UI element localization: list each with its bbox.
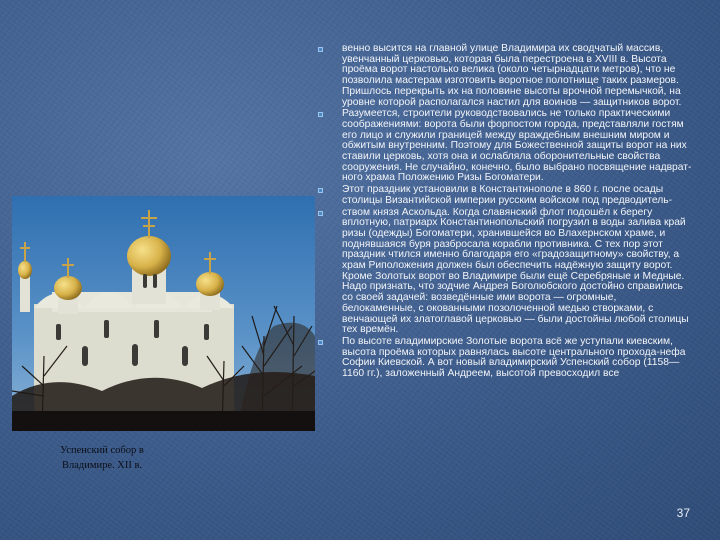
paragraph-5-text: По высоте владимирские Золотые ворота всё же уступали киевским, высота проёма которых равнялась высоте центрального прохода-нефа Софии Киевской. А вот новый владимирский Успенский собор (1158—1160 гг.), заложенный Андреем, высотой превосходил все (342, 335, 686, 380)
paragraph-4-text: ством князя Аскольда. Когда славянский флот подошёл к берегу вплотную, патриарх Константинопольский погрузил в воды залива край ризы (одежды) Богоматери, хранившейся во Влахернском храме, и поднявшаяся буря разбросала корабли противника. С тех пор этот праздник чтился именно благодаря его «градозащитному» свойству, а храм Риположения должен был обеспечить надёжную защиту ворот. Кроме Золотых ворот во Владимире были ещё Серебряные и Медные. Надо признать, что зодчие Андрея Боголюбского достойно справились со своей задачей: возведённые ими ворота — огромные, белокаменные, с окованными позолоченной медью створками, с венчающей их златоглавой церковью — были достойны любой столицы тех времён. (342, 206, 689, 336)
paragraph-2 (312, 109, 692, 184)
caption-line-2: Владимире. XII в. (61, 460, 143, 471)
caption-line-1: Успенский собор в (60, 445, 144, 456)
square-bullet-icon (318, 47, 323, 52)
photo-caption (22, 443, 182, 473)
paragraph-4 (312, 208, 692, 336)
square-bullet-icon (318, 211, 323, 216)
body-text (312, 44, 692, 381)
square-bullet-icon (318, 340, 323, 345)
cathedral-photo (12, 196, 315, 431)
page-number: 37 (676, 506, 690, 520)
paragraph-1-text: венно высится на главной улице Владимира их сводчатый массив, увенчанный церковью, которая была перестроена в XVIII в. Высота проёма ворот настолько велика (около четырнадцати метров), что не позволила мастерам изготовить воротное полотнище таких размеров. Пришлось перекрыть их на половине высоты врочной перемычкой, на уровне которой располагался настил для воинов — защитников ворот. (342, 43, 682, 108)
paragraph-1 (312, 44, 692, 108)
paragraph-5 (312, 337, 692, 380)
square-bullet-icon (318, 112, 323, 117)
paragraph-3 (312, 185, 692, 206)
paragraph-2-text: Разумеется, строители руководствовались не только практическими соображениями: ворота были форпостом города, представляли гостям его лицо и служили границей между враждебным внешним миром и обжитым внутренним. Поэтому для Божественной защиты ворот на них ставили церковь, хотя она и ослабляла оборонительные свойства сооружения. Не случайно, конечно, было выбрано посвящение надврат-ного храма Положению Ризы Богоматери. (342, 108, 692, 184)
paragraph-3-text: Этот праздник установили в Константинополе в 860 г. после осады столицы Византийской империи русским войском под предводитель- (342, 184, 673, 206)
square-bullet-icon (318, 188, 323, 193)
